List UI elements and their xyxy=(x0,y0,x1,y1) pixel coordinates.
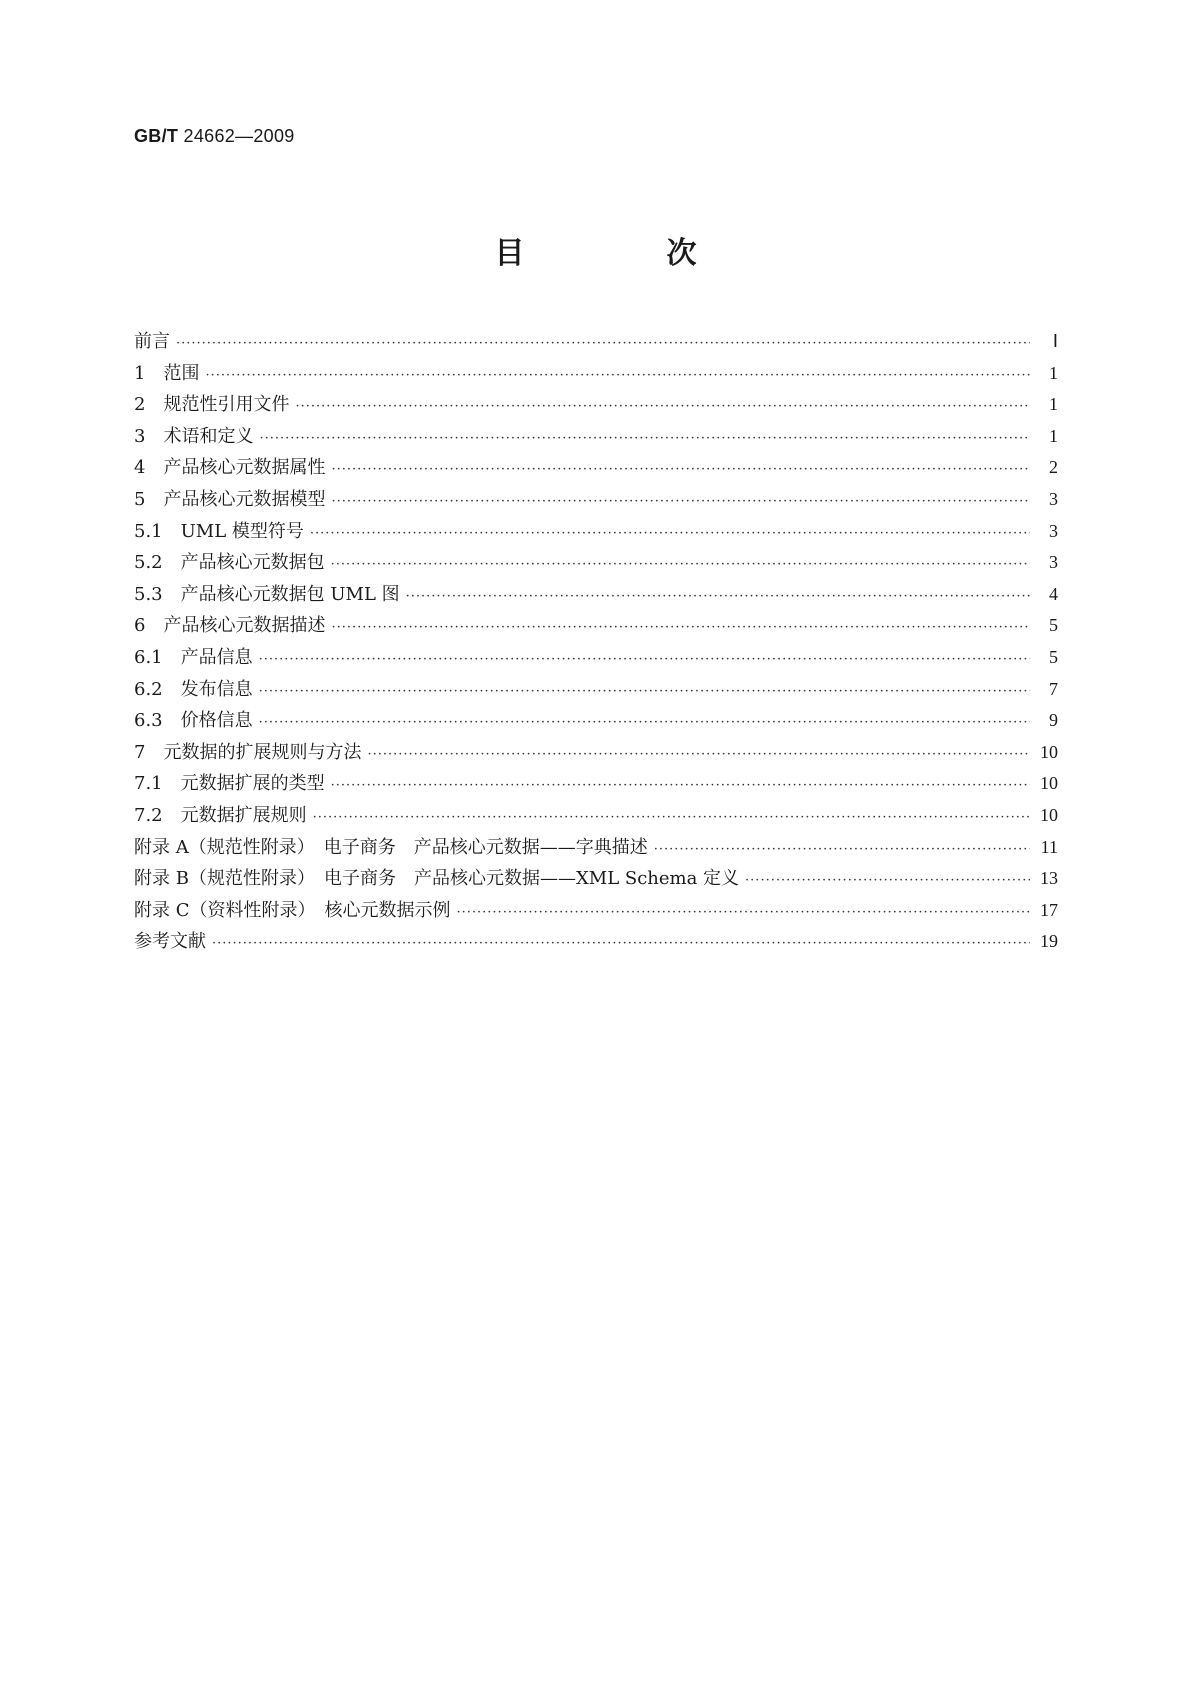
toc-row[interactable] xyxy=(134,421,1058,453)
toc-label: 4 产品核心元数据属性 xyxy=(134,457,326,479)
toc-row[interactable] xyxy=(134,516,1058,548)
toc-leader-dots xyxy=(176,328,1030,360)
toc-row[interactable] xyxy=(134,642,1058,674)
toc-leader-dots xyxy=(259,707,1030,739)
toc-row[interactable] xyxy=(134,705,1058,737)
toc-row[interactable] xyxy=(134,800,1058,832)
toc-leader-dots xyxy=(331,549,1030,581)
toc-page-number: 4 xyxy=(1049,583,1058,604)
toc-row[interactable] xyxy=(134,737,1058,769)
table-of-contents xyxy=(134,326,1058,958)
toc-page-number: 19 xyxy=(1040,931,1058,952)
toc-page-number: 7 xyxy=(1049,678,1058,699)
toc-row[interactable] xyxy=(134,389,1058,421)
toc-label: 6.2 发布信息 xyxy=(134,678,253,700)
toc-page-number: 5 xyxy=(1049,646,1058,667)
toc-row[interactable] xyxy=(134,863,1058,895)
toc-page-number: 13 xyxy=(1040,868,1058,889)
toc-leader-dots xyxy=(331,770,1030,802)
toc-row[interactable] xyxy=(134,484,1058,516)
toc-label: 5 产品核心元数据模型 xyxy=(134,488,326,510)
toc-label: 5.3 产品核心元数据包 UML 图 xyxy=(134,583,400,605)
toc-page-number: 5 xyxy=(1049,615,1058,636)
toc-row[interactable] xyxy=(134,926,1058,958)
toc-row[interactable] xyxy=(134,832,1058,864)
toc-label: 7.1 元数据扩展的类型 xyxy=(134,773,325,795)
toc-page-number: 1 xyxy=(1049,394,1058,415)
toc-leader-dots xyxy=(259,644,1030,676)
toc-leader-dots xyxy=(457,897,1031,929)
toc-page-number: Ⅰ xyxy=(1052,331,1058,351)
toc-page-number: 3 xyxy=(1049,552,1058,573)
toc-label: 附录 C（资料性附录） 核心元数据示例 xyxy=(134,899,451,921)
toc-leader-dots xyxy=(331,612,1030,644)
toc-row[interactable] xyxy=(134,579,1058,611)
toc-leader-dots xyxy=(259,676,1030,708)
toc-label: 1 范围 xyxy=(134,362,200,384)
toc-leader-dots xyxy=(313,802,1030,834)
standard-number: 24662—2009 xyxy=(183,126,295,146)
toc-label: 附录 A（规范性附录） 电子商务 产品核心元数据——字典描述 xyxy=(134,836,648,858)
toc-row[interactable] xyxy=(134,452,1058,484)
standard-prefix: GB/T xyxy=(134,126,179,146)
toc-row[interactable] xyxy=(134,895,1058,927)
toc-label: 5.2 产品核心元数据包 xyxy=(134,552,325,574)
toc-page-number: 11 xyxy=(1040,836,1058,857)
toc-page-number: 10 xyxy=(1040,741,1058,762)
toc-row[interactable] xyxy=(134,326,1058,358)
toc-leader-dots xyxy=(406,581,1030,613)
toc-leader-dots xyxy=(205,360,1030,392)
toc-label: 附录 B（规范性附录） 电子商务 产品核心元数据——XML Schema 定义 xyxy=(134,868,740,890)
toc-row[interactable] xyxy=(134,547,1058,579)
toc-label: 2 规范性引用文件 xyxy=(134,394,290,416)
toc-page-number: 2 xyxy=(1049,457,1058,478)
toc-leader-dots xyxy=(212,928,1030,960)
page-title: 目 次 xyxy=(494,236,753,271)
toc-label: 参考文献 xyxy=(134,931,206,953)
toc-leader-dots xyxy=(654,834,1030,866)
toc-leader-dots xyxy=(331,454,1030,486)
toc-row[interactable] xyxy=(134,610,1058,642)
toc-page-number: 10 xyxy=(1040,773,1058,794)
toc-label: 7 元数据的扩展规则与方法 xyxy=(134,741,362,763)
toc-leader-dots xyxy=(259,423,1030,455)
toc-leader-dots xyxy=(295,391,1030,423)
toc-page-number: 3 xyxy=(1049,520,1058,541)
toc-label: 6 产品核心元数据描述 xyxy=(134,615,326,637)
toc-page-number: 3 xyxy=(1049,488,1058,509)
toc-label: 7.2 元数据扩展规则 xyxy=(134,804,307,826)
toc-page-number: 10 xyxy=(1040,804,1058,825)
toc-leader-dots xyxy=(331,486,1030,518)
toc-label: 5.1 UML 模型符号 xyxy=(134,520,304,542)
toc-row[interactable] xyxy=(134,674,1058,706)
toc-page-number: 17 xyxy=(1040,899,1058,920)
toc-leader-dots xyxy=(367,739,1030,771)
toc-page-number: 1 xyxy=(1049,362,1058,383)
toc-page-number: 9 xyxy=(1049,710,1058,731)
toc-row[interactable] xyxy=(134,768,1058,800)
toc-leader-dots xyxy=(745,865,1030,897)
toc-label: 6.3 价格信息 xyxy=(134,710,253,732)
toc-label: 6.1 产品信息 xyxy=(134,646,253,668)
toc-row[interactable] xyxy=(134,358,1058,390)
toc-label: 3 术语和定义 xyxy=(134,425,254,447)
standard-code xyxy=(134,126,295,147)
toc-page-number: 1 xyxy=(1049,425,1058,446)
toc-leader-dots xyxy=(310,518,1030,550)
toc-label: 前言 xyxy=(134,331,170,352)
